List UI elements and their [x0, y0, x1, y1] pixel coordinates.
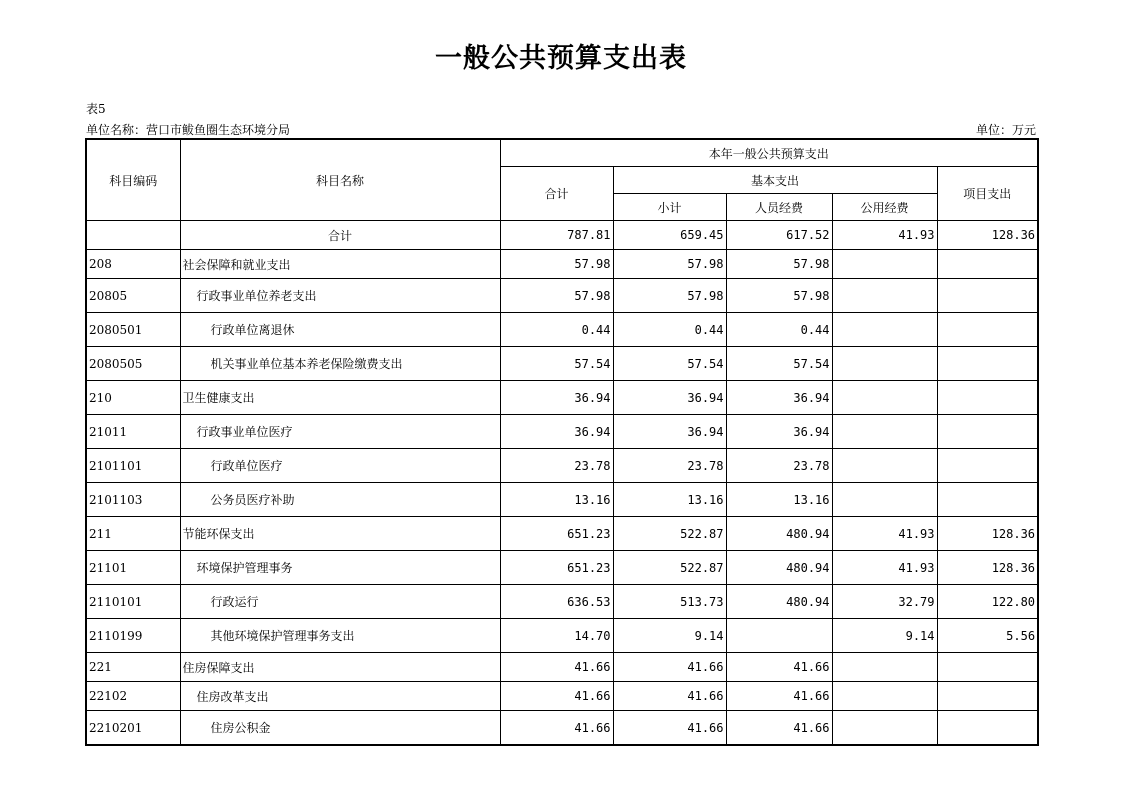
row-name: 行政运行 — [180, 585, 500, 619]
row-name: 行政事业单位医疗 — [180, 415, 500, 449]
row-project — [937, 347, 1038, 381]
row-total: 41.66 — [500, 711, 613, 746]
row-name: 行政单位医疗 — [180, 449, 500, 483]
row-project: 128.36 — [937, 517, 1038, 551]
row-name: 行政事业单位养老支出 — [180, 279, 500, 313]
page-title: 一般公共预算支出表 — [435, 43, 687, 74]
row-code: 2080505 — [86, 347, 180, 381]
table-row — [86, 551, 1038, 585]
table-row — [86, 619, 1038, 653]
row-code: 20805 — [86, 279, 180, 313]
row-public — [832, 381, 937, 415]
row-subtotal: 36.94 — [613, 381, 726, 415]
table-header — [86, 139, 1038, 221]
header-name: 科目名称 — [180, 139, 500, 221]
header-code: 科目编码 — [86, 139, 180, 221]
row-public — [832, 653, 937, 682]
header-personnel: 人员经费 — [726, 194, 832, 221]
row-personnel: 0.44 — [726, 313, 832, 347]
row-subtotal: 41.66 — [613, 682, 726, 711]
row-code: 210 — [86, 381, 180, 415]
row-project — [937, 682, 1038, 711]
header-subtotal: 小计 — [613, 194, 726, 221]
row-name: 住房改革支出 — [180, 682, 500, 711]
row-public — [832, 449, 937, 483]
row-total: 13.16 — [500, 483, 613, 517]
row-project — [937, 250, 1038, 279]
row-personnel: 41.66 — [726, 653, 832, 682]
row-public — [832, 250, 937, 279]
row-total: 23.78 — [500, 449, 613, 483]
row-total: 57.98 — [500, 279, 613, 313]
row-personnel: 41.66 — [726, 711, 832, 746]
row-code: 22102 — [86, 682, 180, 711]
row-code: 2110101 — [86, 585, 180, 619]
row-code: 2110199 — [86, 619, 180, 653]
row-name: 卫生健康支出 — [180, 381, 500, 415]
row-project — [937, 483, 1038, 517]
table-row — [86, 313, 1038, 347]
table-row — [86, 250, 1038, 279]
row-project — [937, 313, 1038, 347]
row-personnel: 36.94 — [726, 415, 832, 449]
row-subtotal: 57.98 — [613, 279, 726, 313]
row-name: 其他环境保护管理事务支出 — [180, 619, 500, 653]
row-project — [937, 381, 1038, 415]
row-personnel: 23.78 — [726, 449, 832, 483]
row-name: 公务员医疗补助 — [180, 483, 500, 517]
row-code: 2080501 — [86, 313, 180, 347]
table-row — [86, 483, 1038, 517]
row-subtotal: 23.78 — [613, 449, 726, 483]
row-subtotal: 0.44 — [613, 313, 726, 347]
row-name: 节能环保支出 — [180, 517, 500, 551]
row-project: 128.36 — [937, 551, 1038, 585]
row-public: 41.93 — [832, 551, 937, 585]
total-row-code — [86, 221, 180, 250]
table-row — [86, 517, 1038, 551]
row-name: 环境保护管理事务 — [180, 551, 500, 585]
total-row-subtotal: 659.45 — [613, 221, 726, 250]
total-row-label: 合计 — [180, 221, 500, 250]
row-code: 221 — [86, 653, 180, 682]
row-name: 机关事业单位基本养老保险缴费支出 — [180, 347, 500, 381]
total-row-personnel: 617.52 — [726, 221, 832, 250]
row-total: 41.66 — [500, 682, 613, 711]
row-code: 211 — [86, 517, 180, 551]
total-row-total: 787.81 — [500, 221, 613, 250]
row-personnel — [726, 619, 832, 653]
total-row-project: 128.36 — [937, 221, 1038, 250]
table-row — [86, 711, 1038, 746]
row-code: 2210201 — [86, 711, 180, 746]
row-public: 9.14 — [832, 619, 937, 653]
header-total: 合计 — [500, 167, 613, 221]
row-project — [937, 279, 1038, 313]
row-subtotal: 41.66 — [613, 653, 726, 682]
table-row — [86, 347, 1038, 381]
row-project — [937, 415, 1038, 449]
row-personnel: 36.94 — [726, 381, 832, 415]
row-project — [937, 449, 1038, 483]
row-project: 122.80 — [937, 585, 1038, 619]
table-row — [86, 415, 1038, 449]
row-subtotal: 522.87 — [613, 517, 726, 551]
header-year-total: 本年一般公共预算支出 — [500, 139, 1038, 167]
row-personnel: 57.98 — [726, 279, 832, 313]
row-code: 2101103 — [86, 483, 180, 517]
row-personnel: 57.54 — [726, 347, 832, 381]
row-total: 0.44 — [500, 313, 613, 347]
row-public: 41.93 — [832, 517, 937, 551]
table-row — [86, 653, 1038, 682]
row-code: 208 — [86, 250, 180, 279]
row-personnel: 13.16 — [726, 483, 832, 517]
total-row-public: 41.93 — [832, 221, 937, 250]
table-row — [86, 279, 1038, 313]
row-total: 636.53 — [500, 585, 613, 619]
row-total: 57.98 — [500, 250, 613, 279]
row-personnel: 480.94 — [726, 517, 832, 551]
row-personnel: 480.94 — [726, 551, 832, 585]
row-project — [937, 653, 1038, 682]
row-subtotal: 513.73 — [613, 585, 726, 619]
row-subtotal: 9.14 — [613, 619, 726, 653]
row-code: 2101101 — [86, 449, 180, 483]
row-name: 住房公积金 — [180, 711, 500, 746]
row-code: 21101 — [86, 551, 180, 585]
table-row — [86, 381, 1038, 415]
row-subtotal: 522.87 — [613, 551, 726, 585]
row-public — [832, 279, 937, 313]
row-name: 社会保障和就业支出 — [180, 250, 500, 279]
row-subtotal: 41.66 — [613, 711, 726, 746]
row-public — [832, 415, 937, 449]
row-name: 行政单位离退休 — [180, 313, 500, 347]
table-row — [86, 449, 1038, 483]
row-public — [832, 313, 937, 347]
unit-name-label: 单位名称：营口市鲅鱼圈生态环境分局 — [86, 123, 291, 137]
row-public — [832, 483, 937, 517]
row-total: 57.54 — [500, 347, 613, 381]
header-public: 公用经费 — [832, 194, 937, 221]
currency-unit-label: 单位：万元 — [975, 123, 1036, 137]
table-row — [86, 682, 1038, 711]
header-project: 项目支出 — [937, 167, 1038, 221]
table-row — [86, 585, 1038, 619]
row-total: 14.70 — [500, 619, 613, 653]
row-public: 32.79 — [832, 585, 937, 619]
row-code: 21011 — [86, 415, 180, 449]
total-row — [86, 221, 1038, 250]
budget-table — [85, 138, 1039, 746]
header-basic: 基本支出 — [613, 167, 937, 194]
table-number: 表5 — [86, 102, 106, 116]
row-subtotal: 57.98 — [613, 250, 726, 279]
row-personnel: 41.66 — [726, 682, 832, 711]
row-subtotal: 13.16 — [613, 483, 726, 517]
row-total: 36.94 — [500, 381, 613, 415]
row-name: 住房保障支出 — [180, 653, 500, 682]
row-total: 651.23 — [500, 551, 613, 585]
row-public — [832, 682, 937, 711]
row-personnel: 57.98 — [726, 250, 832, 279]
row-total: 36.94 — [500, 415, 613, 449]
row-public — [832, 347, 937, 381]
row-project — [937, 711, 1038, 746]
row-project: 5.56 — [937, 619, 1038, 653]
table-body — [86, 221, 1038, 746]
row-total: 651.23 — [500, 517, 613, 551]
row-total: 41.66 — [500, 653, 613, 682]
row-public — [832, 711, 937, 746]
row-subtotal: 57.54 — [613, 347, 726, 381]
row-personnel: 480.94 — [726, 585, 832, 619]
row-subtotal: 36.94 — [613, 415, 726, 449]
